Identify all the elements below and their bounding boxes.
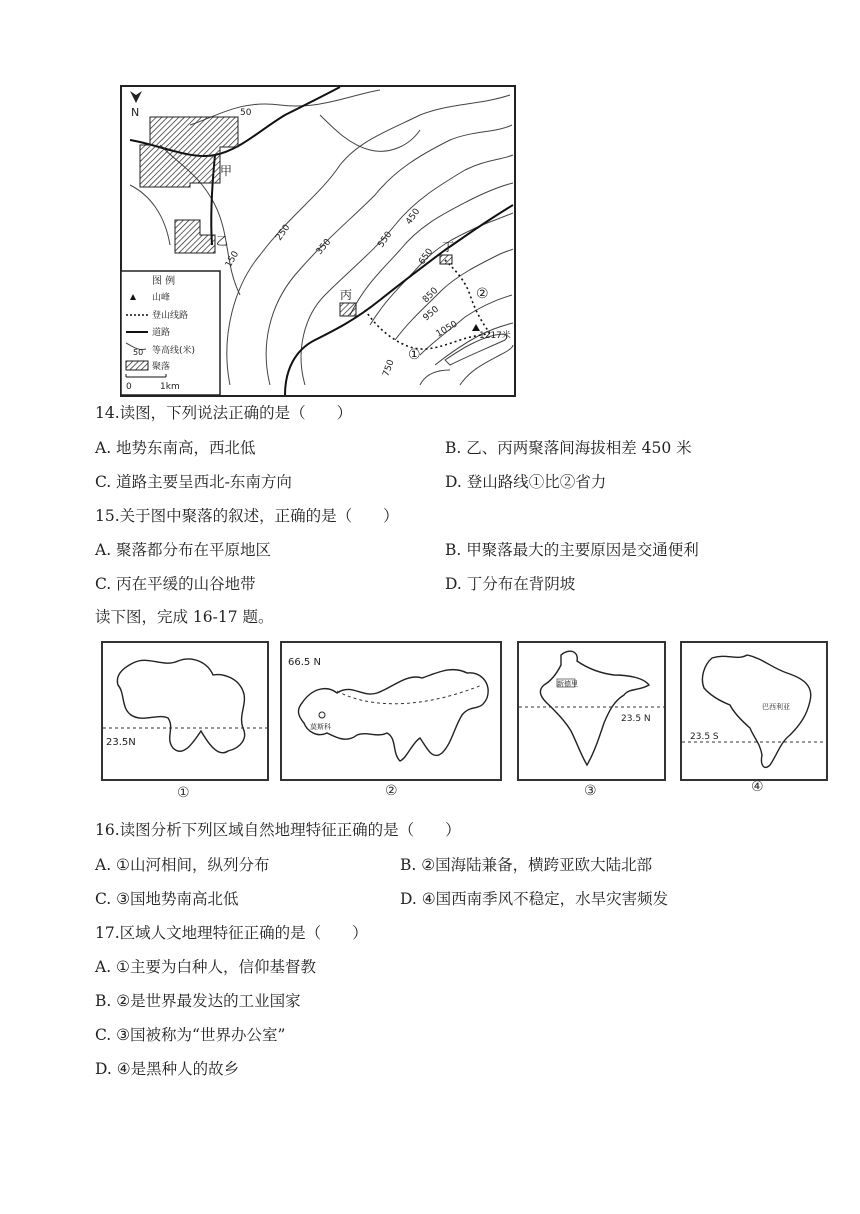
route-2-marker: ②: [476, 286, 489, 302]
question-16-stem: 16.读图分析下列区域自然地理特征正确的是（ ）: [95, 821, 461, 839]
section-intro: 读下图，完成 16-17 题。: [95, 608, 274, 626]
country-outline-2: [282, 643, 500, 779]
country-map-2-city: 莫斯科: [310, 723, 331, 731]
peak-label: 1217米: [479, 331, 511, 341]
svg-text:250: 250: [274, 222, 293, 243]
country-map-4-city: 巴西利亚: [762, 703, 790, 711]
q15-option-b[interactable]: B. 甲聚落最大的主要原因是交通便利: [445, 541, 699, 559]
country-map-3-caption: ③: [584, 783, 597, 799]
q16-option-d[interactable]: D. ④国西南季风不稳定，水旱灾害频发: [400, 890, 669, 908]
svg-text:350: 350: [314, 237, 334, 257]
q17-option-b[interactable]: B. ②是世界最发达的工业国家: [95, 992, 301, 1010]
legend-road-label: 道路: [152, 328, 171, 338]
svg-text:750: 750: [381, 358, 397, 379]
country-outline-1: [103, 643, 267, 779]
country-map-3-city: 新德里: [557, 680, 578, 688]
legend-title: 图 例: [152, 276, 176, 287]
q17-option-a[interactable]: A. ①主要为白种人，信仰基督教: [95, 958, 316, 976]
settlement-ding: [440, 255, 452, 264]
question-15-stem: 15.关于图中聚落的叙述，正确的是（ ）: [95, 507, 399, 525]
svg-text:650: 650: [417, 246, 436, 267]
country-map-2-lat-label: 66.5 N: [288, 657, 321, 668]
q15-option-c[interactable]: C. 丙在平缓的山谷地带: [95, 575, 256, 593]
legend-trail-label: 登山线路: [152, 311, 189, 321]
question-17-stem: 17.区域人文地理特征正确的是（ ）: [95, 924, 368, 942]
country-map-1-caption: ①: [177, 785, 190, 801]
svg-text:50: 50: [240, 108, 252, 118]
route-1-marker: ①: [408, 347, 421, 363]
legend-settlement-icon: [126, 361, 148, 370]
q16-option-b[interactable]: B. ②国海陆兼备，横跨亚欧大陆北部: [400, 856, 653, 874]
label-bing: 丙: [340, 288, 353, 302]
question-14-stem: 14.读图，下列说法正确的是（ ）: [95, 404, 353, 422]
svg-text:150: 150: [223, 249, 242, 270]
svg-text:450: 450: [404, 206, 423, 227]
settlement-bing: [340, 303, 356, 316]
svg-text:1050: 1050: [434, 319, 460, 340]
label-ding: 丁: [442, 240, 455, 254]
svg-text:850: 850: [421, 285, 441, 306]
label-jia: 甲: [220, 164, 233, 178]
country-map-2: [280, 641, 502, 781]
q14-option-a[interactable]: A. 地势东南高，西北低: [95, 439, 256, 457]
q16-option-a[interactable]: A. ①山河相间，纵列分布: [95, 856, 270, 874]
q17-option-d[interactable]: D. ④是黑种人的故乡: [95, 1060, 240, 1078]
legend-scale-zero: 0: [126, 382, 132, 392]
label-yi: 乙: [216, 234, 229, 248]
country-map-4: [680, 641, 828, 781]
country-outline-3: [519, 643, 664, 779]
legend-contour-label: 等高线(米): [152, 346, 196, 356]
q14-option-d[interactable]: D. 登山路线①比②省力: [445, 473, 607, 491]
q15-option-a[interactable]: A. 聚落都分布在平原地区: [95, 541, 272, 559]
legend-settlement-label: 聚落: [152, 362, 171, 372]
q15-option-d[interactable]: D. 丁分布在背阴坡: [445, 575, 576, 593]
north-label: N: [131, 106, 140, 119]
country-map-1: [101, 641, 269, 781]
q17-option-c[interactable]: C. ③国被称为“世界办公室”: [95, 1026, 286, 1044]
legend-contour-sample: 50: [133, 348, 144, 357]
topographic-map: [120, 85, 516, 397]
map-legend: [121, 271, 220, 395]
country-map-3: [517, 641, 666, 781]
country-map-4-caption: ④: [751, 779, 764, 795]
q14-option-c[interactable]: C. 道路主要呈西北-东南方向: [95, 473, 292, 491]
q14-option-b[interactable]: B. 乙、丙两聚落间海拔相差 450 米: [445, 439, 692, 457]
country-outline-4: [682, 643, 826, 779]
country-map-3-lat-label: 23.5 N: [621, 714, 651, 724]
country-map-1-lat-label: 23.5N: [106, 737, 136, 748]
svg-text:550: 550: [376, 229, 395, 250]
legend-scale-km: 1km: [160, 382, 180, 392]
q16-option-c[interactable]: C. ③国地势南高北低: [95, 890, 239, 908]
legend-peak-label: 山峰: [152, 293, 171, 303]
country-map-2-caption: ②: [385, 783, 398, 799]
svg-text:950: 950: [421, 304, 442, 324]
country-map-4-lat-label: 23.5 S: [690, 732, 719, 742]
